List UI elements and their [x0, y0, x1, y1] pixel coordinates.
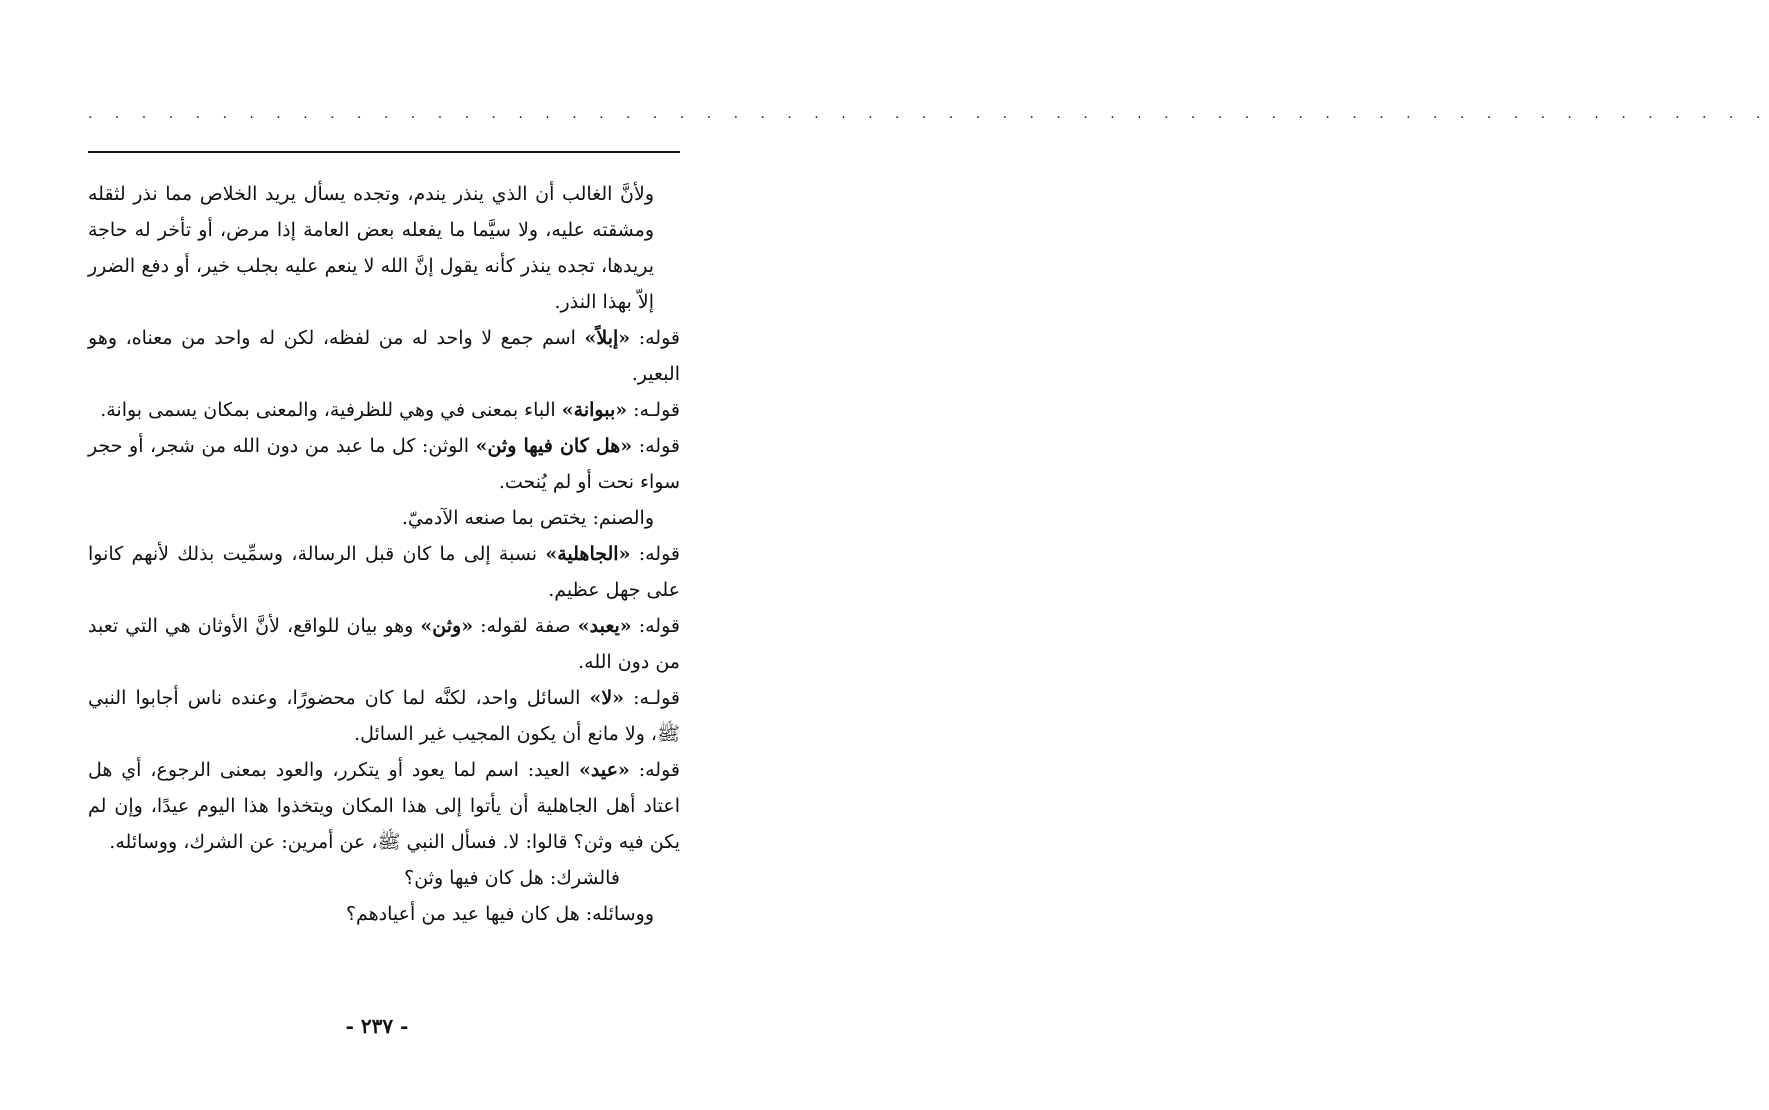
paragraph-prefix: قوله: [630, 327, 680, 349]
paragraph-shirk [88, 860, 680, 896]
paragraph-sanam [88, 500, 680, 536]
dotted-separator: . . . . . . . . . . . . . . . . . . . . . . . . . . . . . . . . . . . . . . . . . . . . . . . . . . . . . . . . . . . . . . . [88, 106, 1769, 122]
paragraph-eid [88, 752, 680, 860]
quoted-term: «إبلاً» [584, 327, 631, 349]
paragraph-wathan [88, 428, 680, 500]
paragraph-vow-regret [88, 176, 680, 320]
paragraph-text: صفة لقوله: [473, 615, 578, 637]
paragraph-ibilan [88, 320, 680, 392]
paragraph-jahiliyya [88, 536, 680, 608]
paragraph-text: اسم جمع لا واحد له من لفظه، لكن له واحد من معناه، وهو البعير. [88, 327, 680, 385]
quoted-term: «وثن» [420, 615, 474, 637]
header-rule [88, 151, 680, 153]
paragraph-text: فالشرك: هل كان فيها وثن؟ [404, 867, 620, 889]
paragraph-buwana [88, 392, 680, 428]
paragraph-wasail [88, 896, 680, 932]
paragraph-prefix: قوله: [630, 543, 680, 565]
paragraph-text: ولأنَّ الغالب أن الذي ينذر يندم، وتجده يسأل يريد الخلاص مما نذر لثقله ومشقته عليه، ولا سيَّما ما يفعله بعض العامة إذا مرض، أو تأخر له حاجة يريدها، تجده ينذر كأنه يقول إنَّ الله لا ينعم عليه بجلب خير، أو دفع الضرر إلاّ بهذا النذر. [88, 183, 654, 313]
paragraph-prefix: قوله: [629, 759, 680, 781]
paragraph-text: ووسائله: هل كان فيها عيد من أعيادهم؟ [345, 903, 654, 925]
paragraph-text: السائل واحد، لكنَّه لما كان محضورًا، وعنده ناس أجابوا النبي ﷺ، ولا مانع أن يكون المجيب غير السائل. [88, 687, 680, 745]
quoted-term: «الجاهلية» [545, 543, 631, 565]
paragraph-text: الوثن: كل ما عبد من دون الله من شجر، أو حجر سواء نحت أو لم يُنحت. [88, 435, 680, 493]
paragraph-text: وهو بيان للواقع، لأنَّ الأوثان هي التي تعبد من دون الله. [88, 615, 680, 673]
commentary-body [88, 176, 680, 932]
paragraph-text: والصنم: يختص بما صنعه الآدميّ. [401, 507, 654, 529]
paragraph-text: نسبة إلى ما كان قبل الرسالة، وسمِّيت بذلك لأنهم كانوا على جهل عظيم. [88, 543, 680, 601]
paragraph-text: الباء بمعنى في وهي للظرفية، والمعنى بمكان يسمى بوانة. [100, 399, 562, 421]
quoted-term: «ببوانة» [561, 399, 628, 421]
paragraph-la [88, 680, 680, 752]
paragraph-prefix: قولـه: [627, 399, 680, 421]
paragraph-prefix: قولـه: [624, 687, 680, 709]
quoted-term: «هل كان فيها وثن» [475, 435, 633, 457]
paragraph-prefix: قوله: [632, 435, 680, 457]
quoted-term: «يعبد» [577, 615, 632, 637]
page-number: - ٢٣٧ - [345, 1014, 409, 1038]
paragraph-text: العيد: اسم لما يعود أو يتكرر، والعود بمعنى الرجوع، أي هل اعتاد أهل الجاهلية أن يأتوا إلى هذا المكان ويتخذوا هذا اليوم عيدًا، وإن لم يكن فيه وثن؟ قالوا: لا. فسأل النبي ﷺ، عن أمرين: عن الشرك، ووسائله. [88, 759, 680, 853]
quoted-term: «عيد» [579, 759, 630, 781]
paragraph-yuabad [88, 608, 680, 680]
quoted-term: «لا» [589, 687, 625, 709]
paragraph-prefix: قوله: [631, 615, 680, 637]
